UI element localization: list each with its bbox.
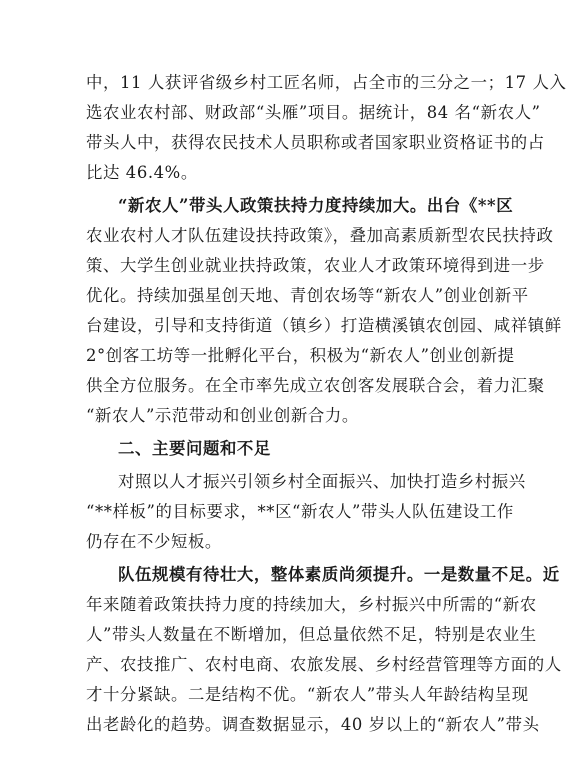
paragraph-line: 策、大学生创业就业扶持政策，农业人才政策环境得到进一步: [86, 256, 545, 275]
paragraph-line: “**样板”的目标要求，**区“新农人”带头人队伍建设工作: [86, 502, 514, 521]
section-heading: 二、主要问题和不足: [118, 439, 271, 458]
paragraph-line: 选农业农村部、财政部“头雁”项目。据统计，84 名“新农人”: [86, 103, 541, 122]
paragraph-line: 优化。持续加强星创天地、青创农场等“新农人”创业创新平: [86, 286, 529, 305]
paragraph-line: 对照以人才振兴引领乡村全面振兴、加快打造乡村振兴: [118, 472, 526, 491]
paragraph-line: 仍存在不少短板。: [86, 532, 222, 551]
paragraph-line: 台建设，引导和支持街道（镇乡）打造横溪镇农创园、咸祥镇鲜: [86, 316, 562, 335]
paragraph-line: 产、农技推广、农村电商、农旅发展、乡村经营管理等方面的人: [86, 655, 562, 674]
section-lead-line: 队伍规模有待壮大，整体素质尚须提升。一是数量不足。近: [118, 565, 560, 584]
paragraph-line: 中，11 人获评省级乡村工匠名师，占全市的三分之一；17 人入: [86, 73, 567, 92]
paragraph-line: 才十分紧缺。二是结构不优。“新农人”带头人年龄结构呈现: [86, 685, 529, 704]
paragraph-line: 年来随着政策扶持力度的持续加大，乡村振兴中所需的“新农: [86, 595, 537, 614]
paragraph-line: “新农人”示范带动和创业创新合力。: [86, 406, 359, 425]
paragraph-line: 农业农村人才队伍建设扶持政策》，叠加高素质新型农民扶持政: [86, 226, 554, 245]
section-lead-line: “新农人”带头人政策扶持力度持续加大。出台《**区: [118, 196, 514, 215]
paragraph-line: 2°创客工坊等一批孵化平台，积极为“新农人”创业创新提: [86, 346, 515, 365]
paragraph-line: 带头人中，获得农民技术人员职称或者国家职业资格证书的占: [86, 133, 545, 152]
paragraph-line: 比达 46.4%。: [86, 163, 198, 182]
paragraph-line: 出老龄化的趋势。调查数据显示，40 岁以上的“新农人”带头: [86, 715, 540, 734]
paragraph-line: 供全方位服务。在全市率先成立农创客发展联合会，着力汇聚: [86, 376, 545, 395]
paragraph-line: 人”带头人数量在不断增加，但总量依然不足，特别是农业生: [86, 625, 537, 644]
